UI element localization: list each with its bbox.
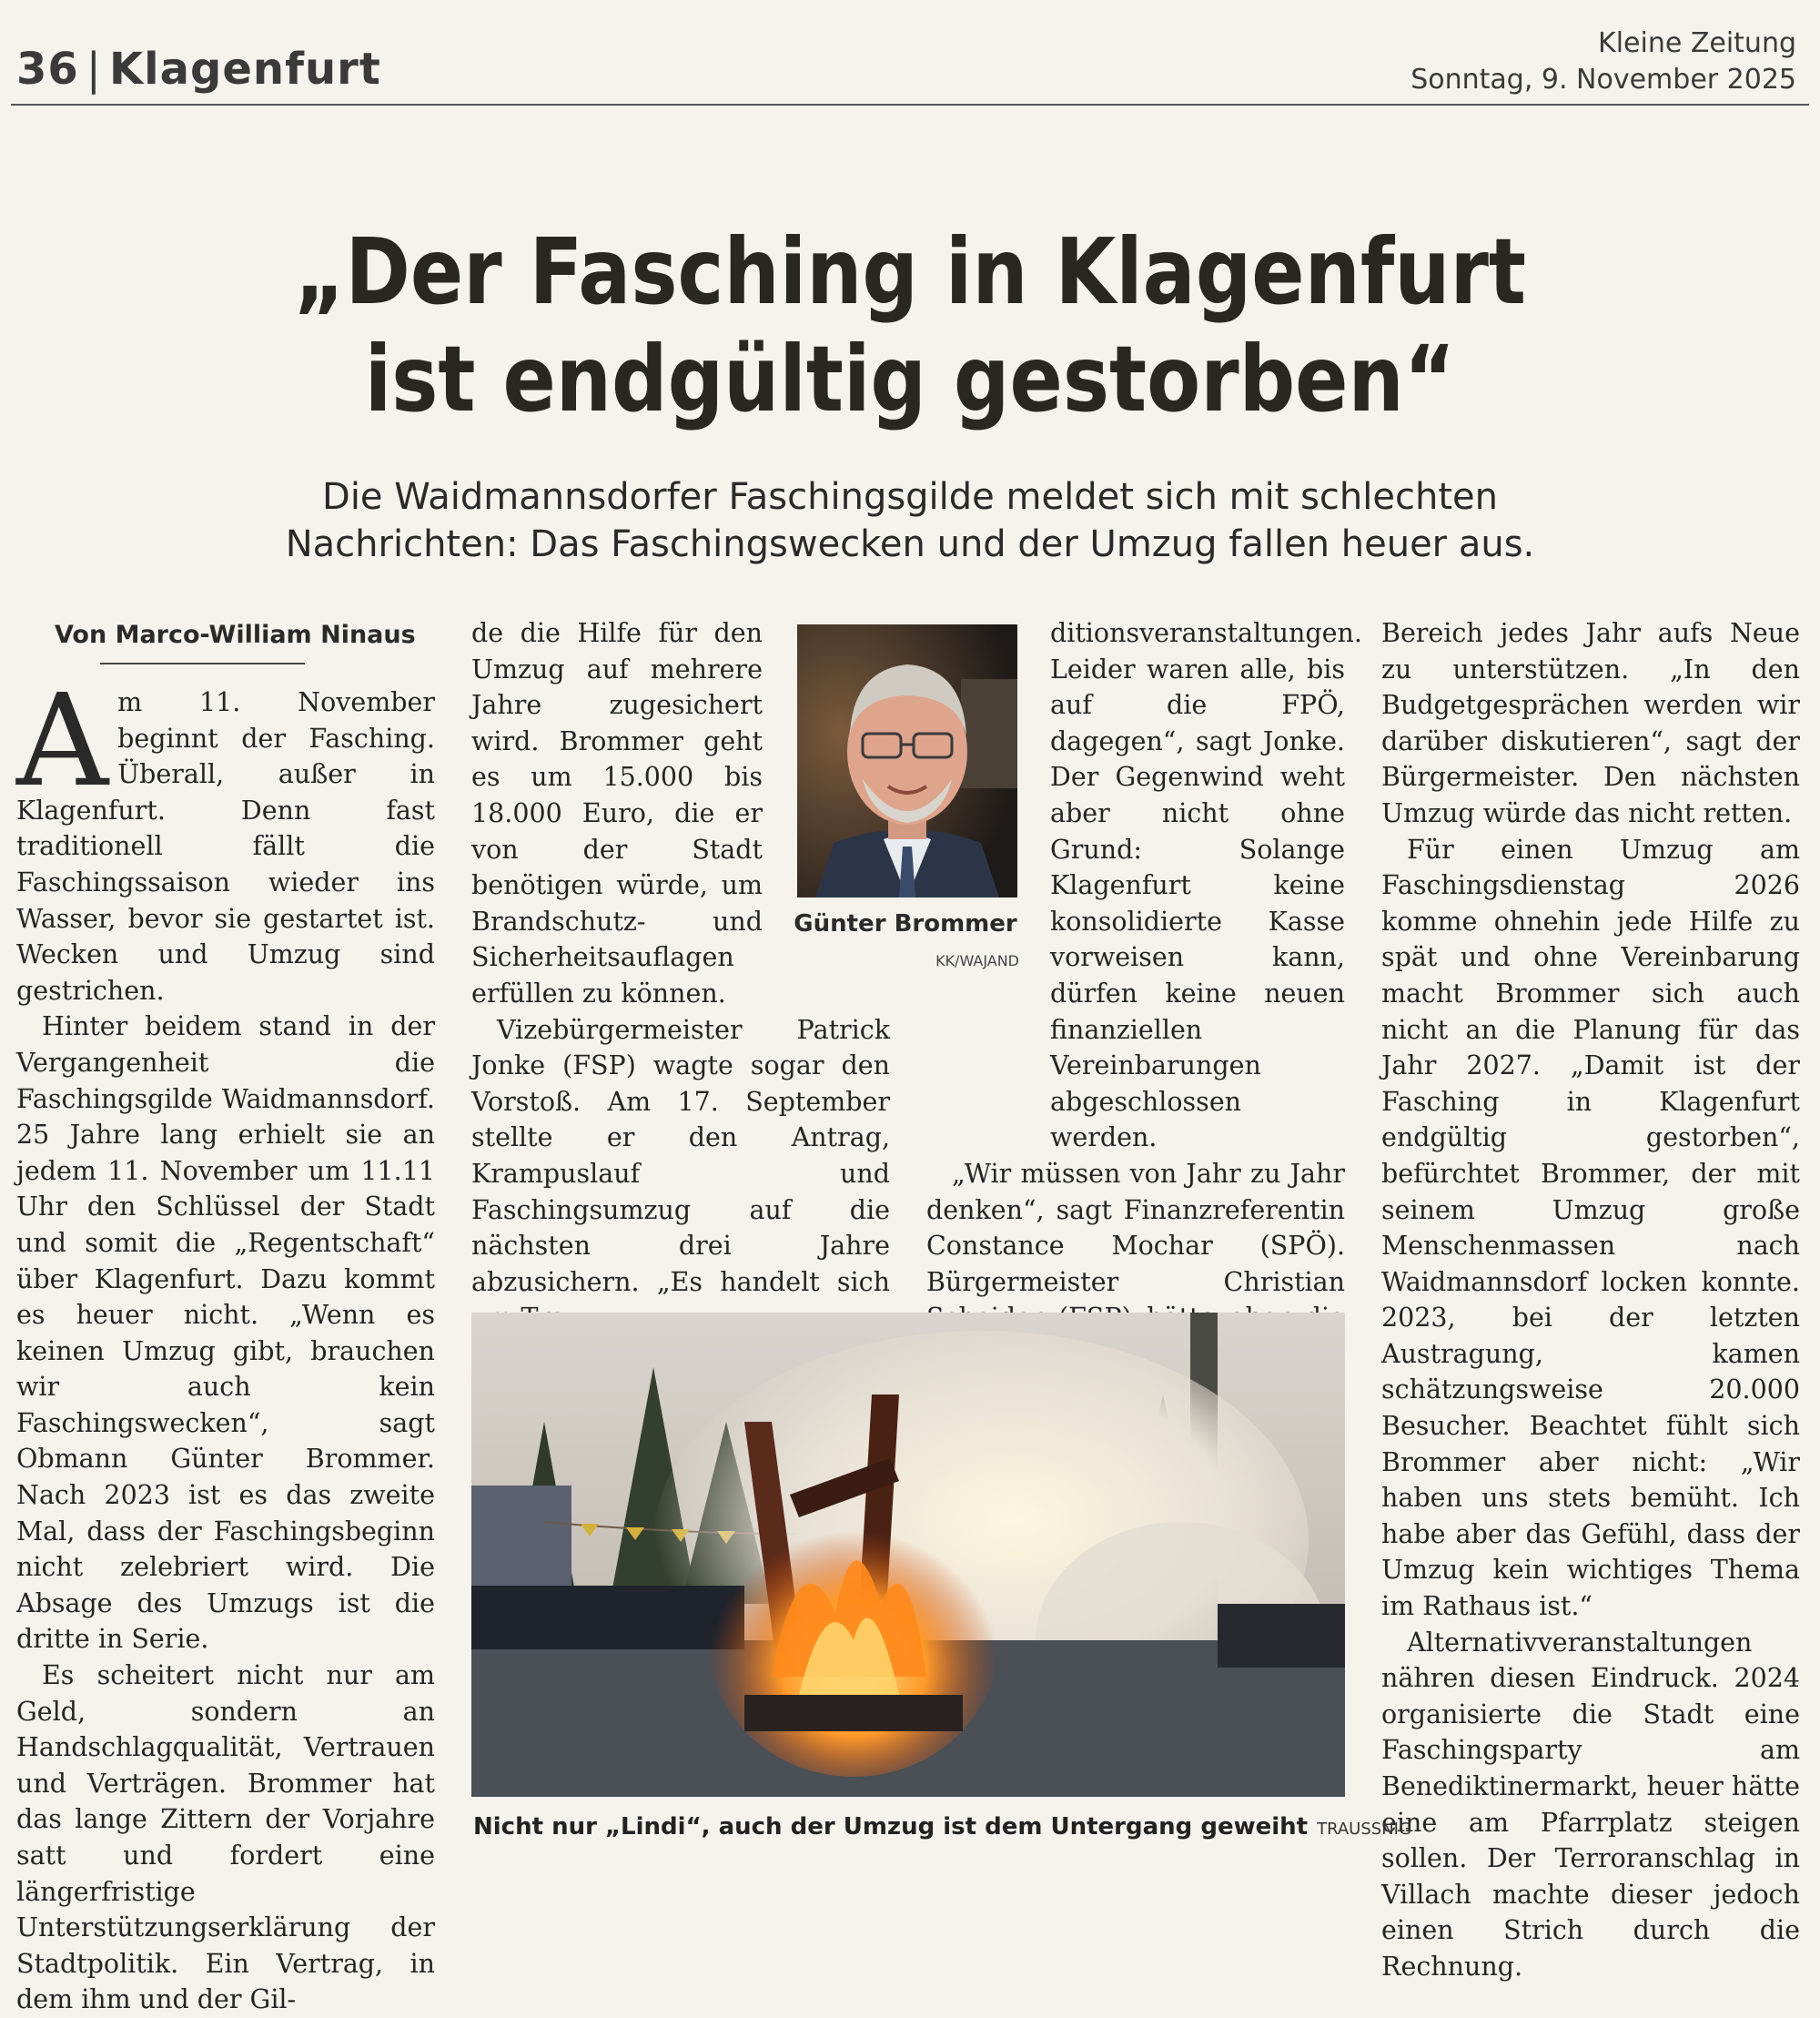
paragraph: Vizebürgermeister Patrick Jonke (FSP) wagte sogar den Vorstoß. Am 17. September stellte er den Antrag, Krampuslauf und Faschingsumzug auf die nächsten drei Jahre abzusichern. „Es handelt sich bbox=[471, 1014, 890, 1297]
header-divider bbox=[11, 104, 1809, 106]
portrait-caption: Günter Brommer bbox=[794, 910, 1017, 938]
paragraph: Bereich jedes Jahr aufs Neue zu unterstützen. „In den Budgetgesprächen werden wir darüber diskutieren“, sagt der Bürgermeister. Den nächsten Umzug würde das nicht retten. bbox=[1381, 618, 1800, 828]
photo-caption bbox=[473, 1813, 1411, 1841]
article-column-4 bbox=[1381, 615, 1800, 1985]
header-separator: | bbox=[86, 44, 102, 95]
issue-date: Sonntag, 9. November 2025 bbox=[1410, 64, 1796, 96]
paragraph: ditionsveranstaltungen. Leider waren alle, bis auf die FPÖ, dagegen“, sagt Jonke. Der Gegenwind weht aber nicht ohne Grund: Solange Klagenfurt keine konsolidierte Kasse vorweisen kann, dürfen keine neuen finanziellen Vereinbarungen abgeschlossen werden. bbox=[1050, 618, 1362, 1153]
byline: Von Marco-William Ninaus bbox=[55, 621, 416, 649]
portrait-credit: KK/WAJAND bbox=[935, 952, 1019, 969]
photo-credit: TRAUSSNIG bbox=[1317, 1820, 1411, 1839]
paragraph: Es scheitert nicht nur am Geld, sondern an Handschlagqualität, Vertrauen und Verträgen. Brommer hat das lange Zittern der Vorjahre satt und fordert eine längerfristige Unterstützungserklärung der Stadtpolitik. Ein Vertrag, in dem ihm und der Gil- bbox=[16, 1660, 435, 2015]
bonfire-image bbox=[471, 1313, 1345, 1797]
publication-name: Kleine Zeitung bbox=[1598, 27, 1796, 59]
section-name: Klagenfurt bbox=[108, 44, 381, 95]
paragraph: Hinter beidem stand in der Vergangenheit die Faschingsgilde Waidmannsdorf. 25 Jahre lang erhielt sie an jedem 11. November um 11.11 Uhr den Schlüssel der Stadt und somit die „Regentschaft“ über Klagenfurt. Dazu kommt es heuer nicht. „Wenn es keinen Umzug gibt, brauchen wir auch kein Faschingswecken“, sagt Obmann Günter Brommer. Nach 2023 ist es das zweite Mal, dass der Faschingsbeginn nicht zelebriert wird. Die Absage des Umzugs ist die dritte in Serie. bbox=[16, 1011, 435, 1655]
article-headline bbox=[127, 218, 1693, 433]
subhead-line-2: Nachrichten: Das Faschingswecken und der Umzug fallen heuer aus. bbox=[285, 523, 1535, 565]
byline-divider bbox=[100, 663, 305, 664]
paragraph: Für einen Umzug am Faschingsdienstag 2026 komme ohnehin jede Hilfe zu spät und ohne Vereinbarung macht Brommer sich auch nicht an die Planung für das Jahr 2027. „Damit ist der Fasching in Klagenfurt endgültig gestorben“, befürchtet Brommer, der mit seinem Umzug große Menschenmassen nach Waidmannsdorf locken konnte. 2023, bei der letzten Austragung, kamen schätzungsweise 20.000 Besucher. Beachtet fühlt sich Brommer aber nicht: „Wir haben uns stets bemüht. Ich habe aber das Gefühl, dass der Umzug kein wichtiges Thema im Rathaus ist.“ bbox=[1381, 834, 1800, 1622]
photo-caption-text: Nicht nur „Lindi“, auch der Umzug ist dem Untergang geweiht bbox=[473, 1813, 1309, 1841]
paragraph: „Wir müssen von Jahr zu Jahr denken“, sagt Finanzreferentin Constance Mochar (SPÖ). Bürgermeister Christian bbox=[926, 1158, 1345, 1297]
drop-cap: A bbox=[16, 667, 109, 816]
page-header-section bbox=[16, 44, 381, 95]
subhead-line-1: Die Waidmannsdorfer Faschingsgilde meldet sich mit schlechten bbox=[322, 476, 1498, 518]
article-subheadline bbox=[0, 473, 1820, 568]
page-header-meta bbox=[1410, 25, 1796, 98]
paragraph: Alternativveranstaltungen nähren diesen Eindruck. 2024 organisierte die Stadt eine Faschingsparty am Benediktinermarkt, heuer hätte eine am Pfarrplatz steigen sollen. Der Terroranschlag in Villach machte dieser jedoch einen Strich durch die Rechnung. bbox=[1381, 1627, 1800, 1982]
headline-line-2: ist endgültig gestorben“ bbox=[364, 326, 1456, 432]
paragraph: de die Hilfe für den Umzug auf mehrere Jahre zugesichert wird. Brommer geht es um 15.000 bis 18.000 Euro, die er von der Stadt benötigen würde, um Brandschutz- und Sicherheitsauflagen erfüllen zu können. bbox=[471, 618, 763, 1009]
headline-line-1: „Der Fasching in Klagenfurt bbox=[293, 218, 1526, 325]
bonfire-photo bbox=[471, 1313, 1345, 1797]
article-column-3 bbox=[926, 615, 1362, 1408]
article-column-1 bbox=[16, 667, 435, 2018]
paragraph bbox=[16, 667, 435, 1009]
paragraph-text: m 11. November beginnt der Fasching. Überall, außer in Klagenfurt. Denn fast traditionell fällt die Faschingssaison wieder ins Wasser, bevor sie gestartet ist. Wecken und Umzug sind gestrichen. bbox=[16, 687, 435, 1006]
page-number: 36 bbox=[16, 44, 79, 95]
